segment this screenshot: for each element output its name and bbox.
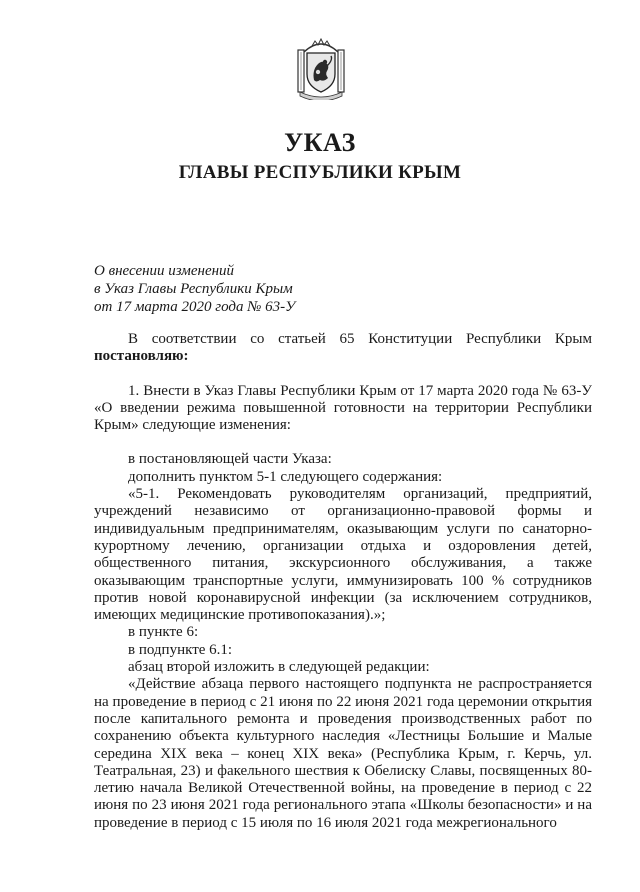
document-subject xyxy=(94,262,394,316)
resolve-word: постановляю: xyxy=(94,348,189,365)
preamble-text: В соответствии со статьей 65 Конституции Республики Крым xyxy=(128,331,592,347)
quote-paragraph: «Действие абзаца первого настоящего подпункта не распространяется на проведение в период с 21 июня по 22 июня 2021 года церемонии открытия после капитального ремонта и проведения производственных работ по сохранению объекта культурного наследия «Лестницы Большие и Малые середина XIX века – конец XIX века» (Республика Крым, г. Керчь, ул. Театральная, 23) и факельного шествия к Обелиску Славы, посвященных 80-летию начала Великой Отечественной войны, на проведение в период с 22 июня по 23 июня 2021 года регионального этапа «Школы безопасности» и на проведение в период с 15 июля по 16 июля 2021 года межрегионального xyxy=(94,676,592,831)
point-5-1-paragraph: «5-1. Рекомендовать руководителям организаций, предприятий, учреждений независимо от организационно-правовой формы и индивидуальным предпринимателям, оказывающим услуги по санаторно-курортному лечению, организации отдыха и оздоровления детей, общественного питания, экскурсионного обслуживания, а также оказывающим транспортные услуги, иммунизировать 100 % сотрудников против новой коронавирусной инфекции (за исключением сотрудников, имеющих медицинские противопоказания).»; xyxy=(94,486,592,624)
subject-line: в Указ Главы Республики Крым xyxy=(94,281,293,297)
document-title: УКАЗ xyxy=(284,128,356,157)
subject-line: от 17 марта 2020 года № 63-У xyxy=(94,299,296,315)
paragraph-edit-line: абзац второй изложить в следующей редакции: xyxy=(128,659,430,676)
document-body xyxy=(94,331,592,832)
point-6-paragraph: в пункте 6: xyxy=(128,624,199,641)
coat-of-arms-icon xyxy=(296,36,346,100)
add-point-paragraph: дополнить пунктом 5-1 следующего содержания: xyxy=(128,468,443,485)
subpoint-6-1-paragraph: в подпункте 6.1: xyxy=(128,641,233,658)
item-1-paragraph: 1. Внести в Указ Главы Республики Крым от 17 марта 2020 года № 63-У «О введении режима повышенной готовности на территории Республики Крым» следующие изменения: xyxy=(94,382,592,434)
document-subtitle: ГЛАВЫ РЕСПУБЛИКИ КРЫМ xyxy=(178,162,462,183)
preamble-paragraph xyxy=(94,331,592,366)
subject-line: О внесении изменений xyxy=(94,263,235,279)
part-intro-paragraph: в постановляющей части Указа: xyxy=(128,451,332,468)
